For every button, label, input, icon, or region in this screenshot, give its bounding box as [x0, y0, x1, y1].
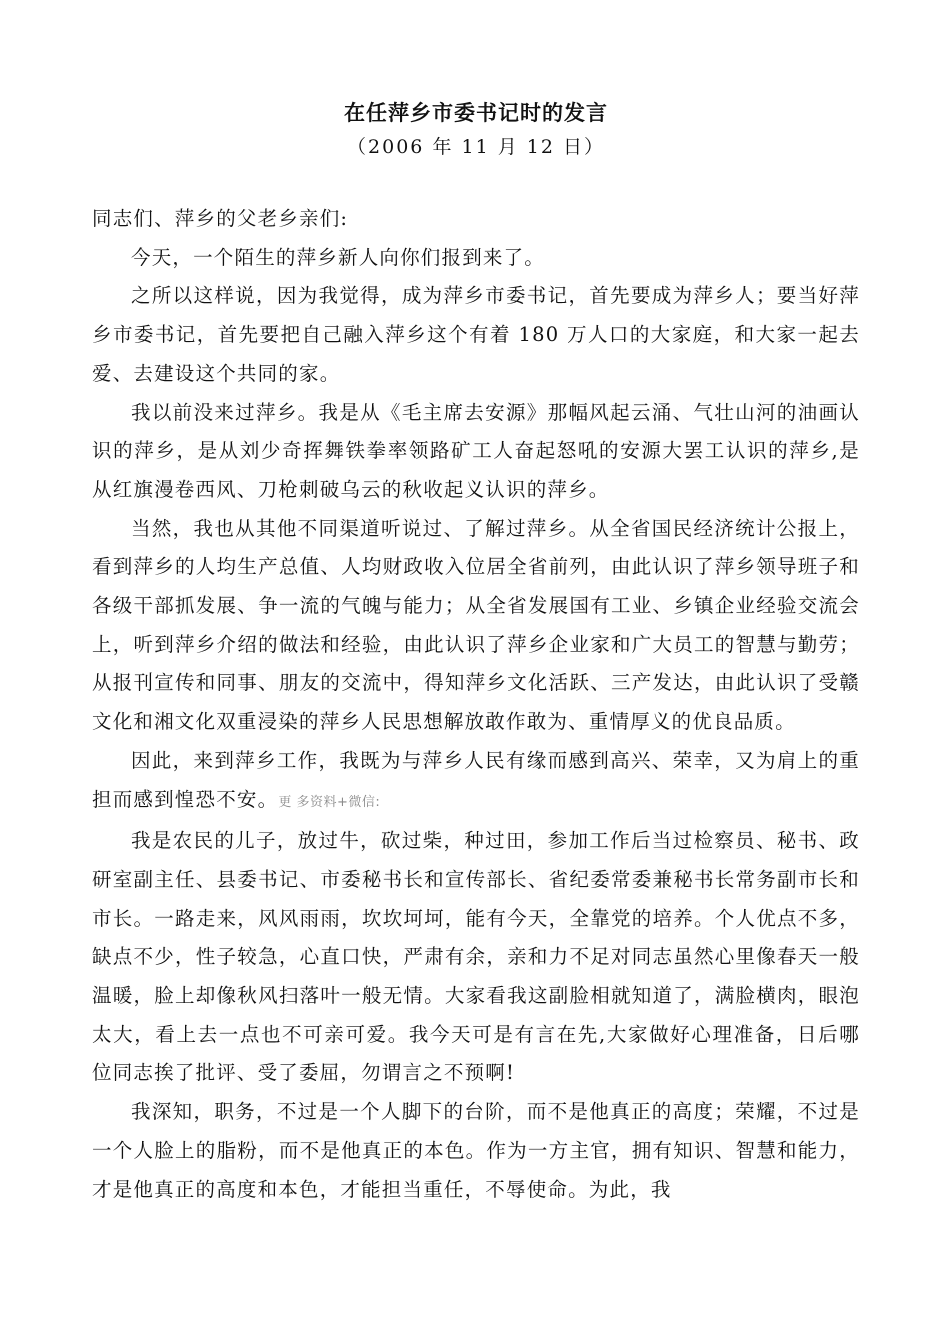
- paragraph-with-note: [92, 742, 860, 822]
- paragraph: 当然，我也从其他不同渠道听说过、了解过萍乡。从全省国民经济统计公报上，看到萍乡的人均生产总值、人均财政收入位居全省前列，由此认识了萍乡领导班子和各级干部抓发展、争一流的气魄与能力；从全省发展国有工业、乡镇企业经验交流会上，听到萍乡介绍的做法和经验，由此认识了萍乡企业家和广大员工的智慧与勤劳；从报刊宣传和同事、朋友的交流中，得知萍乡文化活跃、三产发达，由此认识了受赣文化和湘文化双重浸染的萍乡人民思想解放敢作敢为、重情厚义的优良品质。: [92, 516, 860, 734]
- paragraph: 之所以这样说，因为我觉得，成为萍乡市委书记，首先要成为萍乡人；要当好萍乡市委书记，首先要把自己融入萍乡这个有着 180 万人口的大家庭，和大家一起去爱、去建设这个共同的家。: [92, 284, 860, 385]
- greeting: 同志们、萍乡的父老乡亲们:: [92, 207, 349, 230]
- watermark-note: 更 多资料+微信:: [278, 794, 381, 810]
- paragraph: 我深知，职务，不过是一个人脚下的台阶，而不是他真正的高度；荣耀，不过是一个人脸上的脂粉，而不是他真正的本色。作为一方主官，拥有知识、智慧和能力，才是他真正的高度和本色，才能担当重任，不辱使命。为此，我: [92, 1100, 860, 1201]
- document-title: 在任萍乡市委书记时的发言: [344, 100, 608, 125]
- speech-body: [92, 200, 860, 1209]
- paragraph-text: 因此，来到萍乡工作，我既为与萍乡人民有缘而感到高兴、荣幸，又为肩上的重担而感到惶恐不安。: [92, 748, 860, 811]
- document-page: [92, 0, 860, 1344]
- speech-date: （2006 年 11 月 12 日）: [347, 136, 605, 158]
- paragraph: 今天，一个陌生的萍乡新人向你们报到来了。: [131, 245, 546, 269]
- paragraph: 我以前没来过萍乡。我是从《毛主席去安源》那幅风起云涌、气壮山河的油画认识的萍乡，是从刘少奇挥舞铁拳率领路矿工人奋起怒吼的安源大罢工认识的萍乡,是从红旗漫卷西风、刀枪刺破乌云的秋收起义认识的萍乡。: [92, 400, 860, 501]
- paragraph: 我是农民的儿子，放过牛，砍过柴，种过田，参加工作后当过检察员、秘书、政研室副主任、县委书记、市委秘书长和宣传部长、省纪委常委兼秘书长常务副市长和市长。一路走来，风风雨雨，坎坎坷坷，能有今天，全靠党的培养。个人优点不多，缺点不少，性子较急，心直口快，严肃有余，亲和力不足对同志虽然心里像春天一般温暖，脸上却像秋风扫落叶一般无情。大家看我这副脸相就知道了，满脸横肉，眼泡太大，看上去一点也不可亲可爱。我今天可是有言在先,大家做好心理准备，日后哪位同志挨了批评、受了委屈，勿谓言之不预啊!: [92, 829, 860, 1085]
